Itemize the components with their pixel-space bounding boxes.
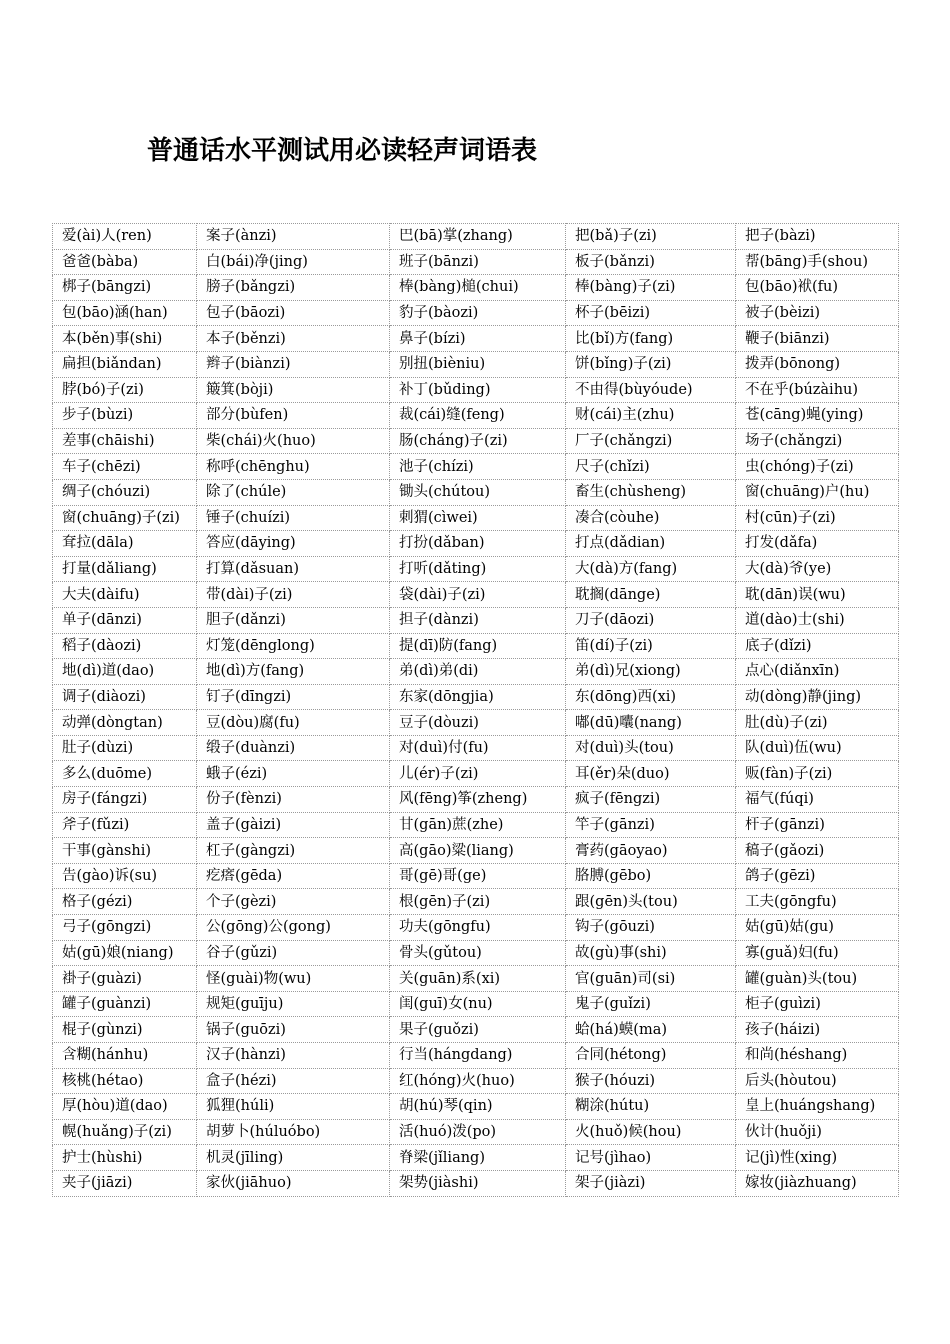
word-cell: 耷拉(dāla) xyxy=(53,531,197,557)
word-cell: 伙计(huǒji) xyxy=(736,1119,899,1145)
page-title: 普通话水平测试用必读轻声词语表 xyxy=(147,136,538,166)
word-cell: 竿子(gānzi) xyxy=(566,812,736,838)
word-cell: 尺子(chǐzi) xyxy=(566,454,736,480)
word-cell: 锄头(chútou) xyxy=(390,479,566,505)
table-row xyxy=(53,787,899,813)
word-cell: 姑(gū)娘(niang) xyxy=(53,940,197,966)
word-cell: 棍子(gùnzi) xyxy=(53,1017,197,1043)
word-cell: 大(dà)方(fang) xyxy=(566,556,736,582)
word-cell: 白(bái)净(jing) xyxy=(197,249,390,275)
word-cell: 扁担(biǎndan) xyxy=(53,351,197,377)
word-cell: 个子(gèzi) xyxy=(197,889,390,915)
word-cell: 告(gào)诉(su) xyxy=(53,863,197,889)
word-table xyxy=(52,223,899,1197)
table-row xyxy=(53,1094,899,1120)
word-cell: 孩子(háizi) xyxy=(736,1017,899,1043)
word-cell: 单子(dānzi) xyxy=(53,607,197,633)
word-cell: 跟(gēn)头(tou) xyxy=(566,889,736,915)
word-cell: 闺(guī)女(nu) xyxy=(390,991,566,1017)
word-cell: 鸽子(gēzi) xyxy=(736,863,899,889)
word-cell: 怪(guài)物(wu) xyxy=(197,966,390,992)
word-cell: 村(cūn)子(zi) xyxy=(736,505,899,531)
table-row xyxy=(53,1068,899,1094)
table-row xyxy=(53,812,899,838)
table-row xyxy=(53,351,899,377)
word-cell: 裁(cái)缝(feng) xyxy=(390,403,566,429)
word-cell: 鼻子(bízi) xyxy=(390,326,566,352)
word-cell: 池子(chízi) xyxy=(390,454,566,480)
word-cell: 除了(chúle) xyxy=(197,479,390,505)
word-cell: 盒子(hézi) xyxy=(197,1068,390,1094)
word-cell: 护士(hùshi) xyxy=(53,1145,197,1171)
word-cell: 肠(cháng)子(zi) xyxy=(390,428,566,454)
word-cell: 调子(diàozi) xyxy=(53,684,197,710)
word-cell: 含糊(hánhu) xyxy=(53,1043,197,1069)
table-row xyxy=(53,1017,899,1043)
word-cell: 耽搁(dānge) xyxy=(566,582,736,608)
word-cell: 豆(dòu)腐(fu) xyxy=(197,710,390,736)
word-cell: 爸爸(bàba) xyxy=(53,249,197,275)
word-cell: 罐子(guànzi) xyxy=(53,991,197,1017)
table-row xyxy=(53,991,899,1017)
word-cell: 包(bāo)涵(han) xyxy=(53,300,197,326)
word-cell: 疙瘩(gēda) xyxy=(197,863,390,889)
table-row xyxy=(53,531,899,557)
word-cell: 故(gù)事(shi) xyxy=(566,940,736,966)
word-cell: 担子(dànzi) xyxy=(390,607,566,633)
word-cell: 打发(dǎfa) xyxy=(736,531,899,557)
word-cell: 鞭子(biānzi) xyxy=(736,326,899,352)
word-cell: 打算(dǎsuan) xyxy=(197,556,390,582)
word-cell: 弟(dì)弟(di) xyxy=(390,659,566,685)
word-cell: 带(dài)子(zi) xyxy=(197,582,390,608)
word-cell: 份子(fènzi) xyxy=(197,787,390,813)
word-cell: 脊梁(jǐliang) xyxy=(390,1145,566,1171)
word-cell: 杯子(bēizi) xyxy=(566,300,736,326)
table-row xyxy=(53,633,899,659)
word-cell: 道(dào)士(shi) xyxy=(736,607,899,633)
word-cell: 火(huǒ)候(hou) xyxy=(566,1119,736,1145)
word-cell: 大(dà)爷(ye) xyxy=(736,556,899,582)
word-cell: 果子(guǒzi) xyxy=(390,1017,566,1043)
word-cell: 苍(cāng)蝇(ying) xyxy=(736,403,899,429)
word-cell: 后头(hòutou) xyxy=(736,1068,899,1094)
word-cell: 弟(dì)兄(xiong) xyxy=(566,659,736,685)
word-cell: 打听(dǎting) xyxy=(390,556,566,582)
word-cell: 家伙(jiāhuo) xyxy=(197,1170,390,1196)
word-cell: 嫁妆(jiàzhuang) xyxy=(736,1170,899,1196)
table-row xyxy=(53,863,899,889)
word-cell: 补丁(bǔding) xyxy=(390,377,566,403)
word-cell: 胡(hú)琴(qin) xyxy=(390,1094,566,1120)
word-cell: 架势(jiàshi) xyxy=(390,1170,566,1196)
word-table-body xyxy=(53,224,899,1197)
word-cell: 柴(chái)火(huo) xyxy=(197,428,390,454)
word-cell: 凑合(còuhe) xyxy=(566,505,736,531)
word-cell: 胳膊(gēbo) xyxy=(566,863,736,889)
table-row xyxy=(53,659,899,685)
table-row xyxy=(53,224,899,250)
word-cell: 底子(dǐzi) xyxy=(736,633,899,659)
word-cell: 红(hóng)火(huo) xyxy=(390,1068,566,1094)
word-cell: 拨弄(bōnong) xyxy=(736,351,899,377)
word-cell: 对(duì)头(tou) xyxy=(566,735,736,761)
word-cell: 格子(gézi) xyxy=(53,889,197,915)
word-cell: 弓子(gōngzi) xyxy=(53,915,197,941)
table-row xyxy=(53,505,899,531)
word-cell: 规矩(guīju) xyxy=(197,991,390,1017)
table-row xyxy=(53,249,899,275)
table-row xyxy=(53,940,899,966)
word-cell: 把(bǎ)子(zi) xyxy=(566,224,736,250)
word-cell: 灯笼(dēnglong) xyxy=(197,633,390,659)
word-cell: 鬼子(guǐzi) xyxy=(566,991,736,1017)
word-cell: 稻子(dàozi) xyxy=(53,633,197,659)
word-cell: 膏药(gāoyao) xyxy=(566,838,736,864)
word-cell: 杠子(gàngzi) xyxy=(197,838,390,864)
table-row xyxy=(53,915,899,941)
word-cell: 差事(chāishi) xyxy=(53,428,197,454)
word-cell: 核桃(hétao) xyxy=(53,1068,197,1094)
table-row xyxy=(53,300,899,326)
word-cell: 帮(bāng)手(shou) xyxy=(736,249,899,275)
word-cell: 架子(jiàzi) xyxy=(566,1170,736,1196)
word-cell: 夹子(jiāzi) xyxy=(53,1170,197,1196)
word-cell: 称呼(chēnghu) xyxy=(197,454,390,480)
table-row xyxy=(53,1043,899,1069)
word-cell: 儿(ér)子(zi) xyxy=(390,761,566,787)
word-cell: 风(fēng)筝(zheng) xyxy=(390,787,566,813)
word-cell: 地(dì)方(fang) xyxy=(197,659,390,685)
word-cell: 梆子(bāngzi) xyxy=(53,275,197,301)
word-cell: 根(gēn)子(zi) xyxy=(390,889,566,915)
word-cell: 不由得(bùyóude) xyxy=(566,377,736,403)
word-cell: 棒(bàng)子(zi) xyxy=(566,275,736,301)
word-cell: 簸箕(bòji) xyxy=(197,377,390,403)
word-cell: 贩(fàn)子(zi) xyxy=(736,761,899,787)
word-cell: 蛤(há)蟆(ma) xyxy=(566,1017,736,1043)
word-cell: 干事(gànshi) xyxy=(53,838,197,864)
word-cell: 肚子(dùzi) xyxy=(53,735,197,761)
table-row xyxy=(53,582,899,608)
word-cell: 脖(bó)子(zi) xyxy=(53,377,197,403)
table-row xyxy=(53,479,899,505)
word-cell: 场子(chǎngzi) xyxy=(736,428,899,454)
word-cell: 关(guān)系(xi) xyxy=(390,966,566,992)
table-row xyxy=(53,275,899,301)
word-cell: 糊涂(hútu) xyxy=(566,1094,736,1120)
word-cell: 记号(jìhao) xyxy=(566,1145,736,1171)
word-cell: 对(duì)付(fu) xyxy=(390,735,566,761)
table-row xyxy=(53,377,899,403)
word-cell: 动(dòng)静(jing) xyxy=(736,684,899,710)
word-cell: 膀子(bǎngzi) xyxy=(197,275,390,301)
word-cell: 绸子(chóuzi) xyxy=(53,479,197,505)
word-cell: 活(huó)泼(po) xyxy=(390,1119,566,1145)
word-cell: 答应(dāying) xyxy=(197,531,390,557)
word-cell: 寡(guǎ)妇(fu) xyxy=(736,940,899,966)
table-row xyxy=(53,761,899,787)
word-cell: 厂子(chǎngzi) xyxy=(566,428,736,454)
word-cell: 包子(bāozi) xyxy=(197,300,390,326)
word-cell: 哥(gē)哥(ge) xyxy=(390,863,566,889)
word-cell: 缎子(duànzi) xyxy=(197,735,390,761)
word-cell: 狐狸(húli) xyxy=(197,1094,390,1120)
word-cell: 蛾子(ézi) xyxy=(197,761,390,787)
word-cell: 动弹(dòngtan) xyxy=(53,710,197,736)
word-cell: 刺猬(cìwei) xyxy=(390,505,566,531)
table-row xyxy=(53,966,899,992)
word-cell: 部分(bùfen) xyxy=(197,403,390,429)
word-cell: 本(běn)事(shi) xyxy=(53,326,197,352)
word-cell: 合同(hétong) xyxy=(566,1043,736,1069)
word-cell: 猴子(hóuzi) xyxy=(566,1068,736,1094)
word-cell: 钩子(gōuzi) xyxy=(566,915,736,941)
word-cell: 巴(bā)掌(zhang) xyxy=(390,224,566,250)
word-cell: 队(duì)伍(wu) xyxy=(736,735,899,761)
word-cell: 幌(huǎng)子(zi) xyxy=(53,1119,197,1145)
table-row xyxy=(53,684,899,710)
word-cell: 福气(fúqi) xyxy=(736,787,899,813)
word-cell: 辫子(biànzi) xyxy=(197,351,390,377)
word-cell: 公(gōng)公(gong) xyxy=(197,915,390,941)
word-cell: 谷子(gǔzi) xyxy=(197,940,390,966)
word-cell: 姑(gū)姑(gu) xyxy=(736,915,899,941)
word-cell: 豆子(dòuzi) xyxy=(390,710,566,736)
word-cell: 机灵(jīling) xyxy=(197,1145,390,1171)
word-cell: 锤子(chuízi) xyxy=(197,505,390,531)
table-row xyxy=(53,889,899,915)
word-cell: 窗(chuāng)户(hu) xyxy=(736,479,899,505)
word-cell: 汉子(hànzi) xyxy=(197,1043,390,1069)
word-cell: 高(gāo)粱(liang) xyxy=(390,838,566,864)
word-cell: 窗(chuāng)子(zi) xyxy=(53,505,197,531)
word-cell: 饼(bǐng)子(zi) xyxy=(566,351,736,377)
word-cell: 东家(dōngjia) xyxy=(390,684,566,710)
word-cell: 本子(běnzi) xyxy=(197,326,390,352)
word-cell: 点心(diǎnxīn) xyxy=(736,659,899,685)
word-cell: 多么(duōme) xyxy=(53,761,197,787)
word-cell: 官(guān)司(si) xyxy=(566,966,736,992)
word-cell: 虫(chóng)子(zi) xyxy=(736,454,899,480)
table-row xyxy=(53,1145,899,1171)
table-row xyxy=(53,607,899,633)
word-cell: 提(dī)防(fang) xyxy=(390,633,566,659)
word-cell: 杆子(gānzi) xyxy=(736,812,899,838)
word-cell: 刀子(dāozi) xyxy=(566,607,736,633)
word-cell: 笛(dí)子(zi) xyxy=(566,633,736,659)
word-cell: 耳(ěr)朵(duo) xyxy=(566,761,736,787)
word-cell: 斧子(fǔzi) xyxy=(53,812,197,838)
word-cell: 褂子(guàzi) xyxy=(53,966,197,992)
word-cell: 袋(dài)子(zi) xyxy=(390,582,566,608)
word-cell: 嘟(dū)囔(nang) xyxy=(566,710,736,736)
word-cell: 皇上(huángshang) xyxy=(736,1094,899,1120)
word-cell: 豹子(bàozi) xyxy=(390,300,566,326)
table-row xyxy=(53,838,899,864)
table-row xyxy=(53,710,899,736)
word-cell: 棒(bàng)槌(chui) xyxy=(390,275,566,301)
word-cell: 钉子(dīngzi) xyxy=(197,684,390,710)
word-cell: 财(cái)主(zhu) xyxy=(566,403,736,429)
table-row xyxy=(53,403,899,429)
word-cell: 盖子(gàizi) xyxy=(197,812,390,838)
word-cell: 大夫(dàifu) xyxy=(53,582,197,608)
word-cell: 和尚(héshang) xyxy=(736,1043,899,1069)
word-cell: 步子(bùzi) xyxy=(53,403,197,429)
table-row xyxy=(53,454,899,480)
word-cell: 被子(bèizi) xyxy=(736,300,899,326)
word-cell: 记(jì)性(xing) xyxy=(736,1145,899,1171)
word-cell: 比(bǐ)方(fang) xyxy=(566,326,736,352)
word-cell: 胡萝卜(húluóbo) xyxy=(197,1119,390,1145)
word-cell: 耽(dān)误(wu) xyxy=(736,582,899,608)
word-cell: 别扭(bièniu) xyxy=(390,351,566,377)
word-cell: 甘(gān)蔗(zhe) xyxy=(390,812,566,838)
table-row xyxy=(53,735,899,761)
word-cell: 疯子(fēngzi) xyxy=(566,787,736,813)
word-cell: 打点(dǎdian) xyxy=(566,531,736,557)
table-row xyxy=(53,556,899,582)
word-cell: 案子(ànzi) xyxy=(197,224,390,250)
word-cell: 行当(hángdang) xyxy=(390,1043,566,1069)
word-cell: 打扮(dǎban) xyxy=(390,531,566,557)
word-cell: 板子(bǎnzi) xyxy=(566,249,736,275)
word-cell: 工夫(gōngfu) xyxy=(736,889,899,915)
word-cell: 东(dōng)西(xi) xyxy=(566,684,736,710)
word-cell: 打量(dǎliang) xyxy=(53,556,197,582)
word-cell: 罐(guàn)头(tou) xyxy=(736,966,899,992)
word-cell: 车子(chēzi) xyxy=(53,454,197,480)
word-cell: 稿子(gǎozi) xyxy=(736,838,899,864)
word-cell: 包(bāo)袱(fu) xyxy=(736,275,899,301)
word-cell: 骨头(gǔtou) xyxy=(390,940,566,966)
word-cell: 房子(fángzi) xyxy=(53,787,197,813)
word-cell: 锅子(guōzi) xyxy=(197,1017,390,1043)
word-cell: 班子(bānzi) xyxy=(390,249,566,275)
word-cell: 爱(ài)人(ren) xyxy=(53,224,197,250)
table-row xyxy=(53,428,899,454)
table-row xyxy=(53,1170,899,1196)
word-cell: 畜生(chùsheng) xyxy=(566,479,736,505)
word-cell: 地(dì)道(dao) xyxy=(53,659,197,685)
word-cell: 不在乎(búzàihu) xyxy=(736,377,899,403)
word-cell: 胆子(dǎnzi) xyxy=(197,607,390,633)
table-row xyxy=(53,1119,899,1145)
word-cell: 厚(hòu)道(dao) xyxy=(53,1094,197,1120)
word-cell: 柜子(guìzi) xyxy=(736,991,899,1017)
word-cell: 功夫(gōngfu) xyxy=(390,915,566,941)
word-cell: 肚(dù)子(zi) xyxy=(736,710,899,736)
word-cell: 把子(bàzi) xyxy=(736,224,899,250)
table-row xyxy=(53,326,899,352)
